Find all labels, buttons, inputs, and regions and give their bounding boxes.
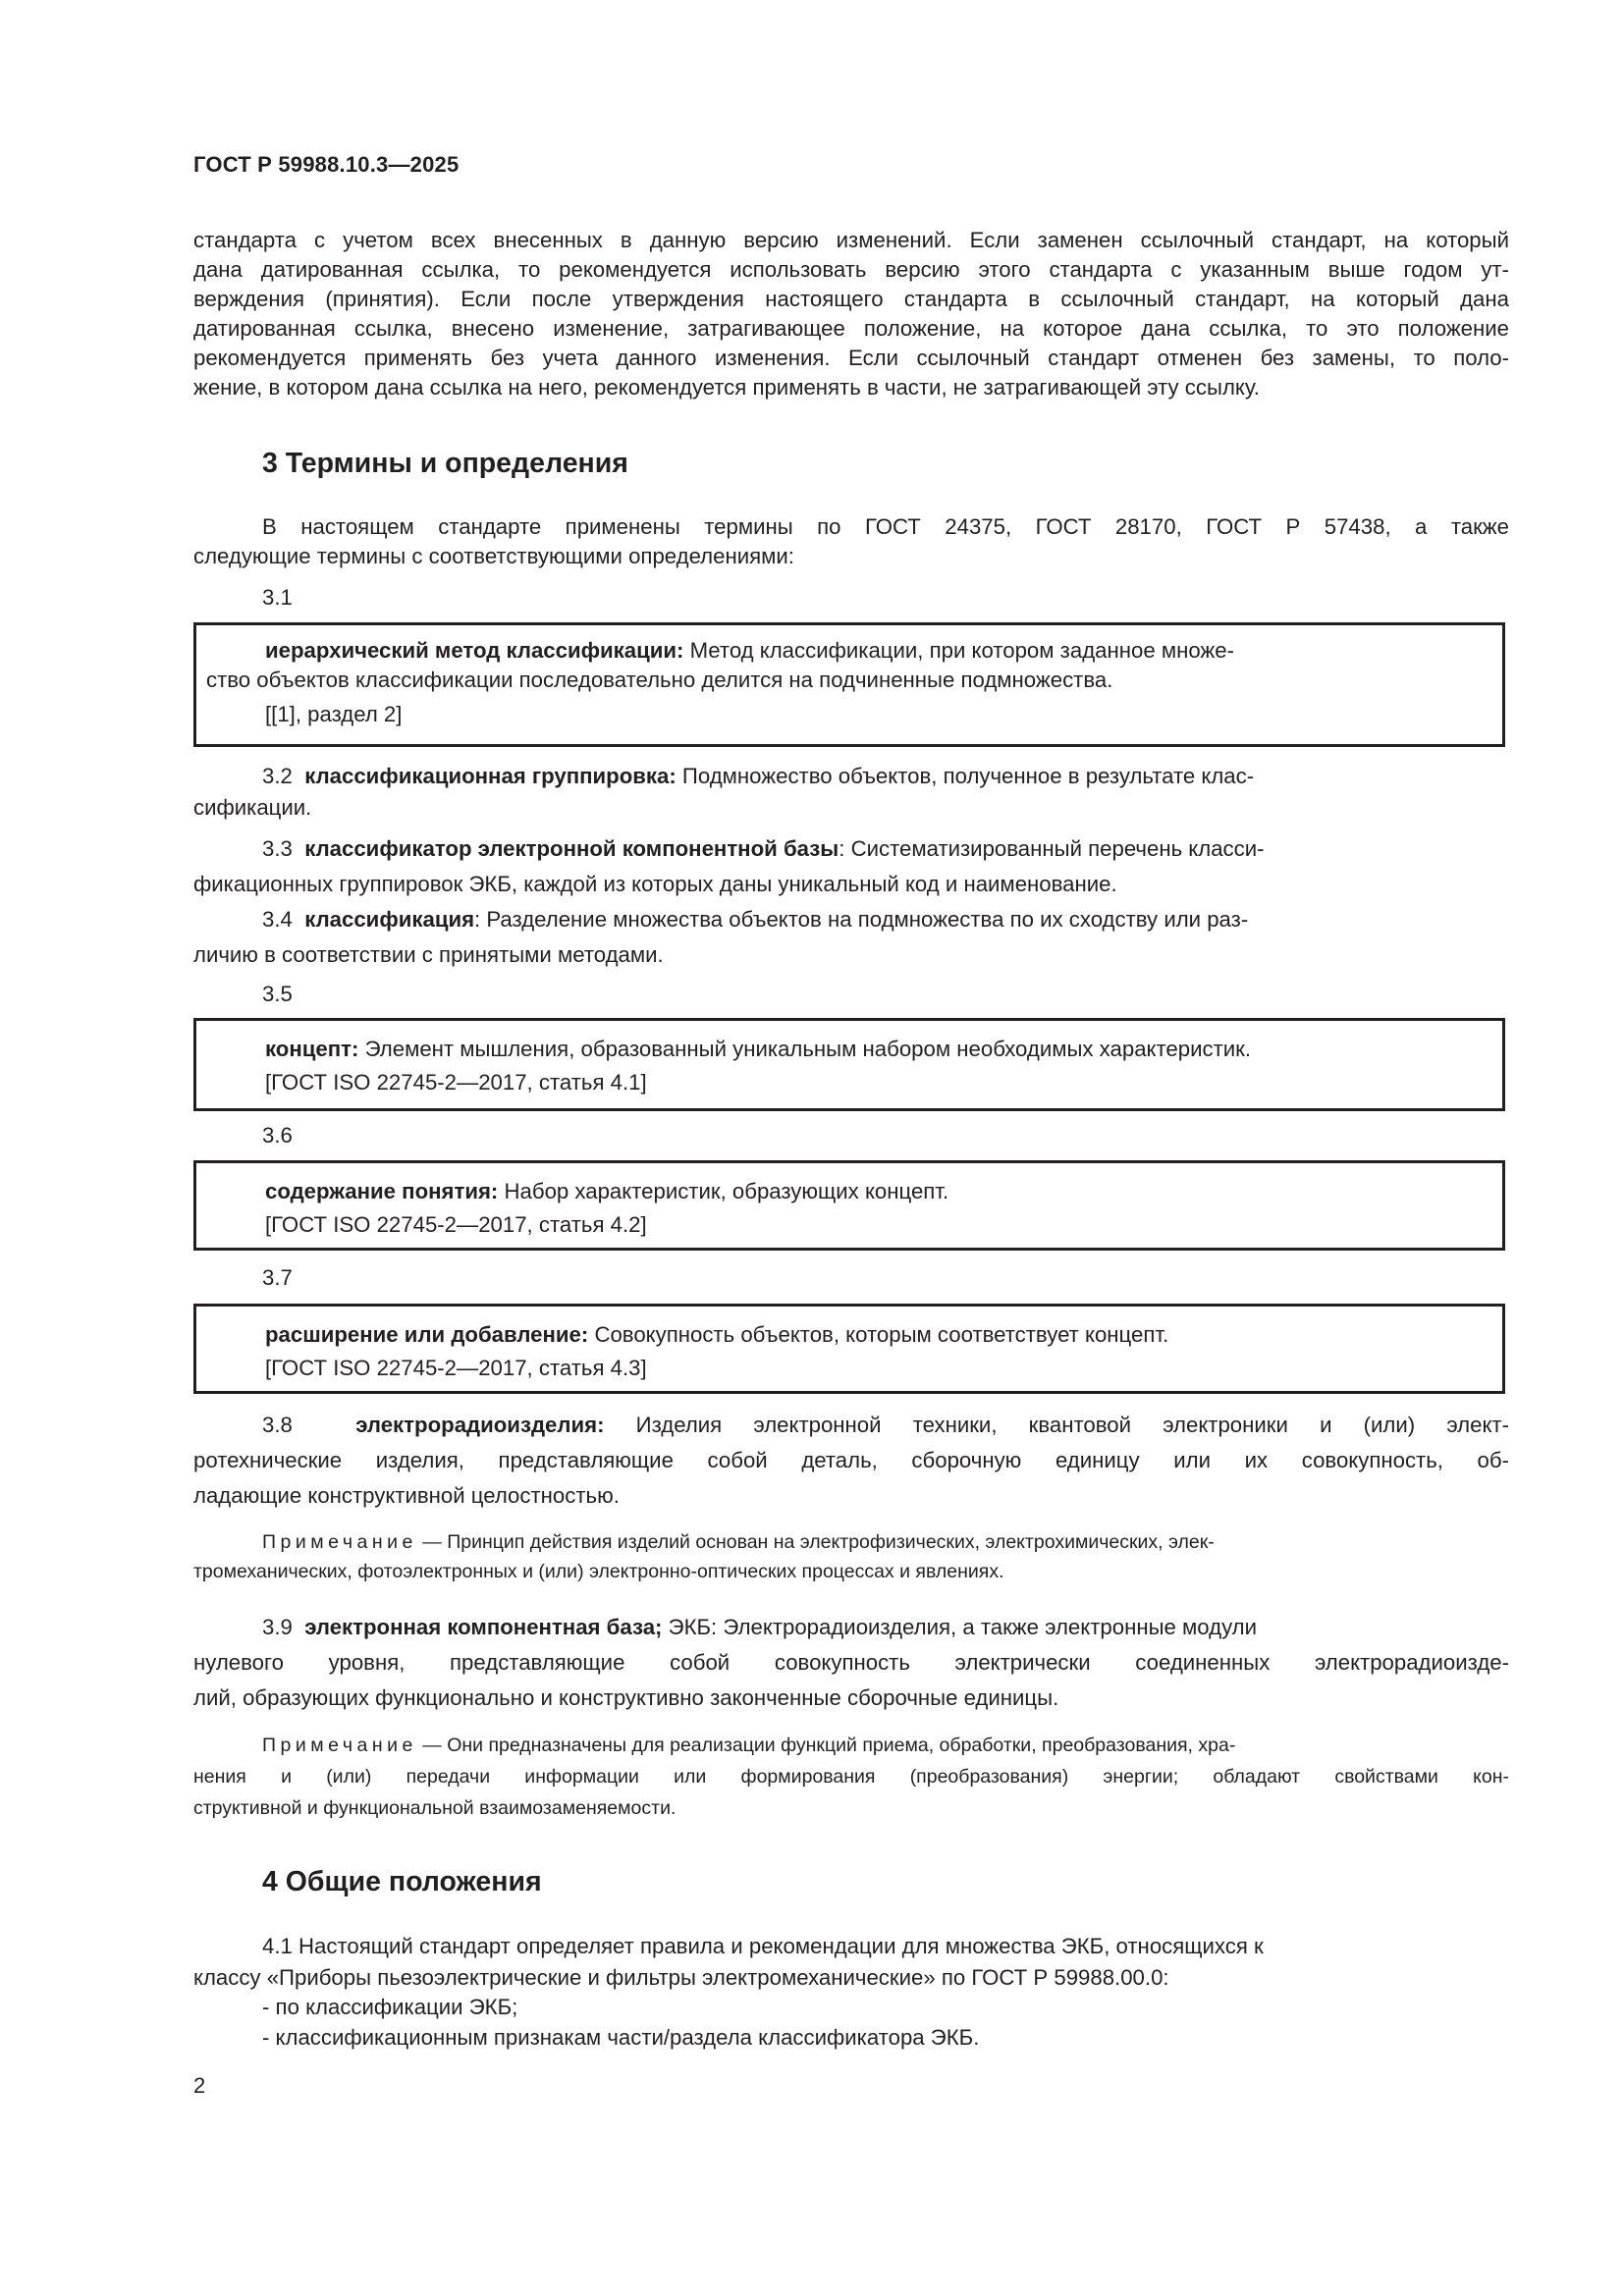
term-number: 3.2 (262, 764, 293, 788)
term-3-9 (262, 1613, 1509, 1642)
note-label: Примечание (262, 1735, 417, 1756)
term-definition: Совокупность объектов, которым соответствует концепт. (588, 1322, 1169, 1347)
text-line: дана датированная ссылка, то рекомендуется использовать версию этого стандарта с указанным выше годом ут- (193, 257, 1509, 282)
note-text: — Принцип действия изделий основан на электрофизических, электрохимических, элек- (416, 1531, 1215, 1553)
paragraph-4-1-line: 4.1 Настоящий стандарт определяет правила и рекомендации для множества ЭКБ, относящихся к (262, 1934, 1264, 1958)
text-line: рекомендуется применять без учета данного изменения. Если ссылочный стандарт отменен без замены, то поло- (193, 346, 1509, 370)
term-source: [ГОСТ ISO 22745-2—2017, статья 4.2] (265, 1212, 647, 1237)
term-definition-line (265, 636, 1483, 666)
term-name: электронная компонентная база; (304, 1615, 663, 1639)
list-item: - по классификации ЭКБ; (262, 1995, 518, 2019)
term-definition-line: фикационных группировок ЭКБ, каждой из которых даны уникальный код и наименование. (193, 872, 1117, 896)
term-name: классификатор электронной компонентной базы (304, 836, 839, 861)
term-name: содержание понятия: (265, 1179, 499, 1203)
term-name: расширение или добавление: (265, 1322, 589, 1347)
term-number: 3.6 (262, 1123, 293, 1148)
list-item: - классификационным признакам части/раздела классификатора ЭКБ. (262, 2025, 980, 2050)
text-line: верждения (принятия). Если после утверждения настоящего стандарта в ссылочный стандарт, на который дана (193, 287, 1509, 311)
note-text-line: тромеханических, фотоэлектронных и (или) электронно-оптических процессах и явлениях. (193, 1561, 1004, 1582)
term-source: [ГОСТ ISO 22745-2—2017, статья 4.1] (265, 1070, 647, 1095)
note-text-line: структивной и функциональной взаимозаменяемости. (193, 1797, 677, 1819)
term-definition-line (265, 1320, 1168, 1350)
note-label: Примечание (262, 1531, 417, 1553)
term-definition: ЭКБ: Электрорадиоизделия, а также электронные модули (662, 1615, 1258, 1639)
term-name: электрорадиоизделия: (355, 1413, 605, 1437)
term-box-3-6 (193, 1160, 1505, 1251)
note-text-line: нения и (или) передачи информации или формирования (преобразования) энергии; обладают свойствами кон- (193, 1766, 1509, 1788)
term-number: 3.5 (262, 982, 293, 1006)
term-definition-line (265, 1035, 1251, 1064)
term-definition-line: лий, образующих функционально и конструктивно законченные сборочные единицы. (193, 1685, 1059, 1710)
term-box-3-1 (193, 622, 1505, 747)
term-definition-line: ство объектов классификации последовательно делится на подчиненные подмножества. (206, 667, 1113, 692)
text-line: стандарта с учетом всех внесенных в данную версию изменений. Если заменен ссылочный стандарт, на который (193, 228, 1509, 252)
term-definition: Изделия электронной техники, квантовой электроники и (или) элект- (604, 1413, 1509, 1437)
term-name: концепт: (265, 1037, 359, 1061)
term-definition: Элемент мышления, образованный уникальным набором необходимых характеристик. (358, 1037, 1252, 1061)
term-definition-line (265, 1177, 948, 1206)
term-source: [[1], раздел 2] (265, 702, 403, 726)
term-definition-line: личию в соответствии с принятыми методами. (193, 942, 664, 967)
term-definition-line: ротехнические изделия, представляющие собой деталь, сборочную единицу или их совокупность, об- (193, 1448, 1509, 1472)
note-3-8 (262, 1527, 1509, 1557)
note-text: — Они предназначены для реализации функций приема, обработки, преобразования, хра- (416, 1735, 1236, 1756)
note-3-9 (262, 1731, 1509, 1760)
term-number: 3.7 (262, 1265, 293, 1290)
term-number: 3.9 (262, 1615, 293, 1639)
term-number: 3.1 (262, 585, 293, 610)
term-number: 3.8 (262, 1413, 293, 1437)
term-name: классификация (304, 907, 475, 932)
term-number: 3.3 (262, 836, 293, 861)
section-3-intro-line: следующие термины с соответствующими определениями: (193, 544, 794, 568)
term-3-4 (262, 905, 1509, 934)
term-3-3 (262, 834, 1509, 864)
document-header-id: ГОСТ Р 59988.10.3—2025 (193, 152, 460, 177)
paragraph-4-1-line: классу «Приборы пьезоэлектрические и фильтры электромеханические» по ГОСТ Р 59988.00.0: (193, 1965, 1169, 1990)
term-box-3-5 (193, 1018, 1505, 1111)
term-definition-line: сификации. (193, 795, 312, 820)
term-box-3-7 (193, 1304, 1505, 1394)
term-source: [ГОСТ ISO 22745-2—2017, статья 4.3] (265, 1356, 647, 1380)
term-definition: : Разделение множества объектов на подмножества по их сходству или раз- (474, 907, 1249, 932)
term-definition: : Систематизированный перечень класси- (839, 836, 1265, 861)
term-definition: Подмножество объектов, полученное в результате клас- (676, 764, 1255, 788)
term-3-8 (262, 1411, 1509, 1440)
section-3-intro-line: В настоящем стандарте применены термины по ГОСТ 24375, ГОСТ 28170, ГОСТ Р 57438, а также (262, 514, 1509, 539)
term-definition-line: ладающие конструктивной целостностью. (193, 1483, 620, 1508)
term-number: 3.4 (262, 907, 293, 932)
term-name: иерархический метод классификации: (265, 638, 684, 663)
term-definition: Метод классификации, при котором заданное множе- (683, 638, 1234, 663)
section-3-heading: 3 Термины и определения (262, 448, 628, 479)
section-4-heading: 4 Общие положения (262, 1866, 542, 1897)
page-number: 2 (193, 2073, 206, 2098)
term-definition-line: нулевого уровня, представляющие собой совокупность электрически соединенных электрорадиоизде- (193, 1650, 1509, 1675)
term-name: классификационная группировка: (304, 764, 677, 788)
text-line: жение, в котором дана ссылка на него, рекомендуется применять в части, не затрагивающей эту ссылку. (193, 375, 1260, 400)
text-line: датированная ссылка, внесено изменение, затрагивающее положение, на которое дана ссылка, то это положение (193, 316, 1509, 341)
term-definition: Набор характеристик, образующих концепт. (498, 1179, 949, 1203)
term-3-2 (262, 762, 1509, 791)
